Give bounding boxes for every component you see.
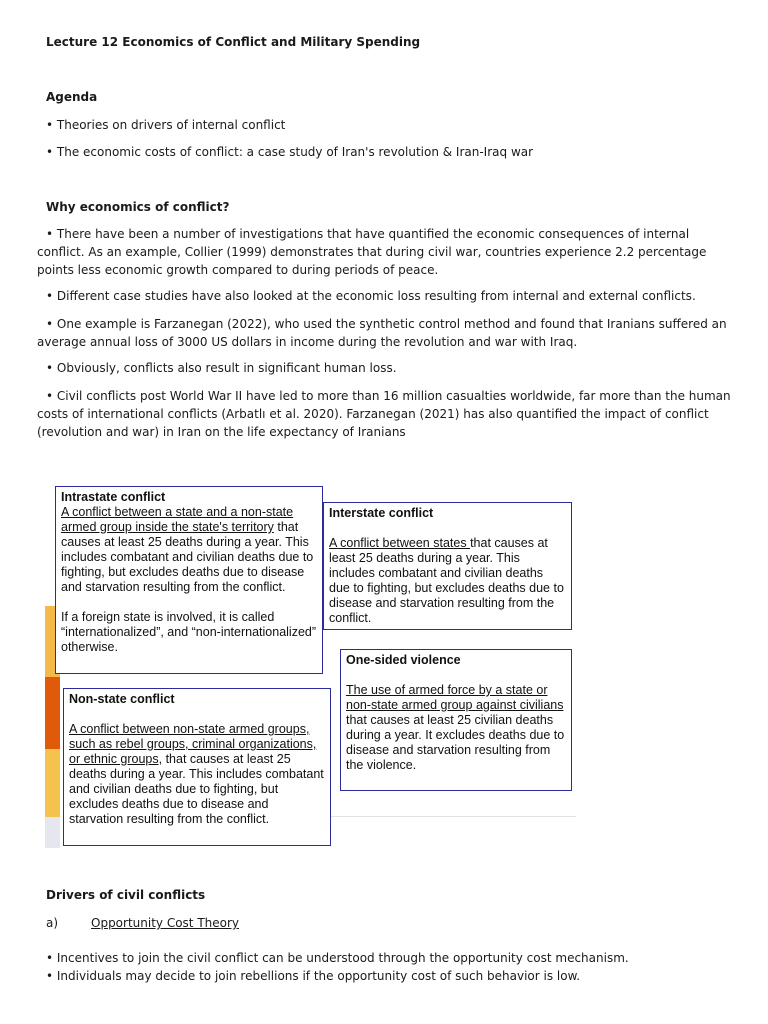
color-strip-segment: [45, 677, 60, 749]
agenda-item: • The economic costs of conflict: a case study of Iran's revolution & Iran-Iraq war: [46, 145, 534, 159]
non-state-conflict-box: [63, 688, 331, 846]
paragraph: • Different case studies have also looked at the economic loss resulting from internal and external conflicts.: [46, 289, 696, 303]
box-definition: The use of armed force by a state or non-state armed group against civilians that causes at least 25 civilian deaths during a year. It excludes deaths due to disease and starvation resulting from the violence.: [346, 683, 565, 772]
subsection-label: a): [46, 916, 59, 930]
list-item: • Incentives to join the civil conflict can be understood through the opportunity cost mechanism.: [46, 951, 629, 965]
agenda-item: • Theories on drivers of internal conflict: [46, 118, 286, 132]
box-definition: A conflict between states that causes at least 25 deaths during a year. This includes combatant and civilian deaths due to fighting, but excludes deaths due to disease and starvation resulting from the conflict.: [329, 536, 564, 625]
figure-divider: [330, 816, 576, 817]
color-strip-segment: [45, 749, 60, 817]
agenda-heading: Agenda: [46, 90, 98, 104]
document-title: Lecture 12 Economics of Conflict and Military Spending: [46, 35, 421, 49]
intrastate-conflict-box: [55, 486, 323, 674]
one-sided-violence-box: [340, 649, 572, 791]
paragraph: • There have been a number of investigations that have quantified the economic consequences of internal conflict. As an example, Collier (1999) demonstrates that during civil war, countries experience 2.2 percentage points less economic growth compared to during periods of peace.: [37, 227, 707, 277]
subsection-title: Opportunity Cost Theory: [91, 916, 240, 930]
box-title: Interstate conflict: [329, 506, 434, 520]
paragraph: • One example is Farzanegan (2022), who used the synthetic control method and found that Iranians suffered an average annual loss of 3000 US dollars in income during the revolution and war with Iraq.: [37, 317, 727, 349]
list-item: • Individuals may decide to join rebellions if the opportunity cost of such behavior is low.: [46, 969, 581, 983]
box-definition: A conflict between a state and a non-state armed group inside the state's territory that causes at least 25 deaths during a year. This includes combatant and civilian deaths due to fighting, but excludes deaths due to disease and starvation resulting from the conflict.: [61, 505, 314, 594]
box-title: One-sided violence: [346, 653, 461, 667]
box-title: Non-state conflict: [69, 692, 175, 706]
paragraph: • Civil conflicts post World War II have led to more than 16 million casualties worldwide, far more than the human costs of international conflicts (Arbatlı et al. 2020). Farzanegan (2021) has also quantified the impact of conflict (revolution and war) in Iran on the life expectancy of Iranians: [37, 389, 731, 439]
box-definition: A conflict between non-state armed groups, such as rebel groups, criminal organizations, or ethnic groups, that causes at least 25 deaths during a year. This includes combatant and civilian deaths due to fighting, but excludes deaths due to disease and starvation resulting from the conflict.: [69, 722, 324, 826]
paragraph: • Obviously, conflicts also result in significant human loss.: [46, 361, 397, 375]
color-strip-segment: [45, 817, 60, 848]
interstate-conflict-box: [323, 502, 572, 630]
box-note: If a foreign state is involved, it is called “internationalized”, and “non-internationalized” otherwise.: [61, 610, 317, 654]
why-heading: Why economics of conflict?: [46, 200, 230, 214]
drivers-heading: Drivers of civil conflicts: [46, 888, 206, 902]
box-title: Intrastate conflict: [61, 490, 166, 504]
